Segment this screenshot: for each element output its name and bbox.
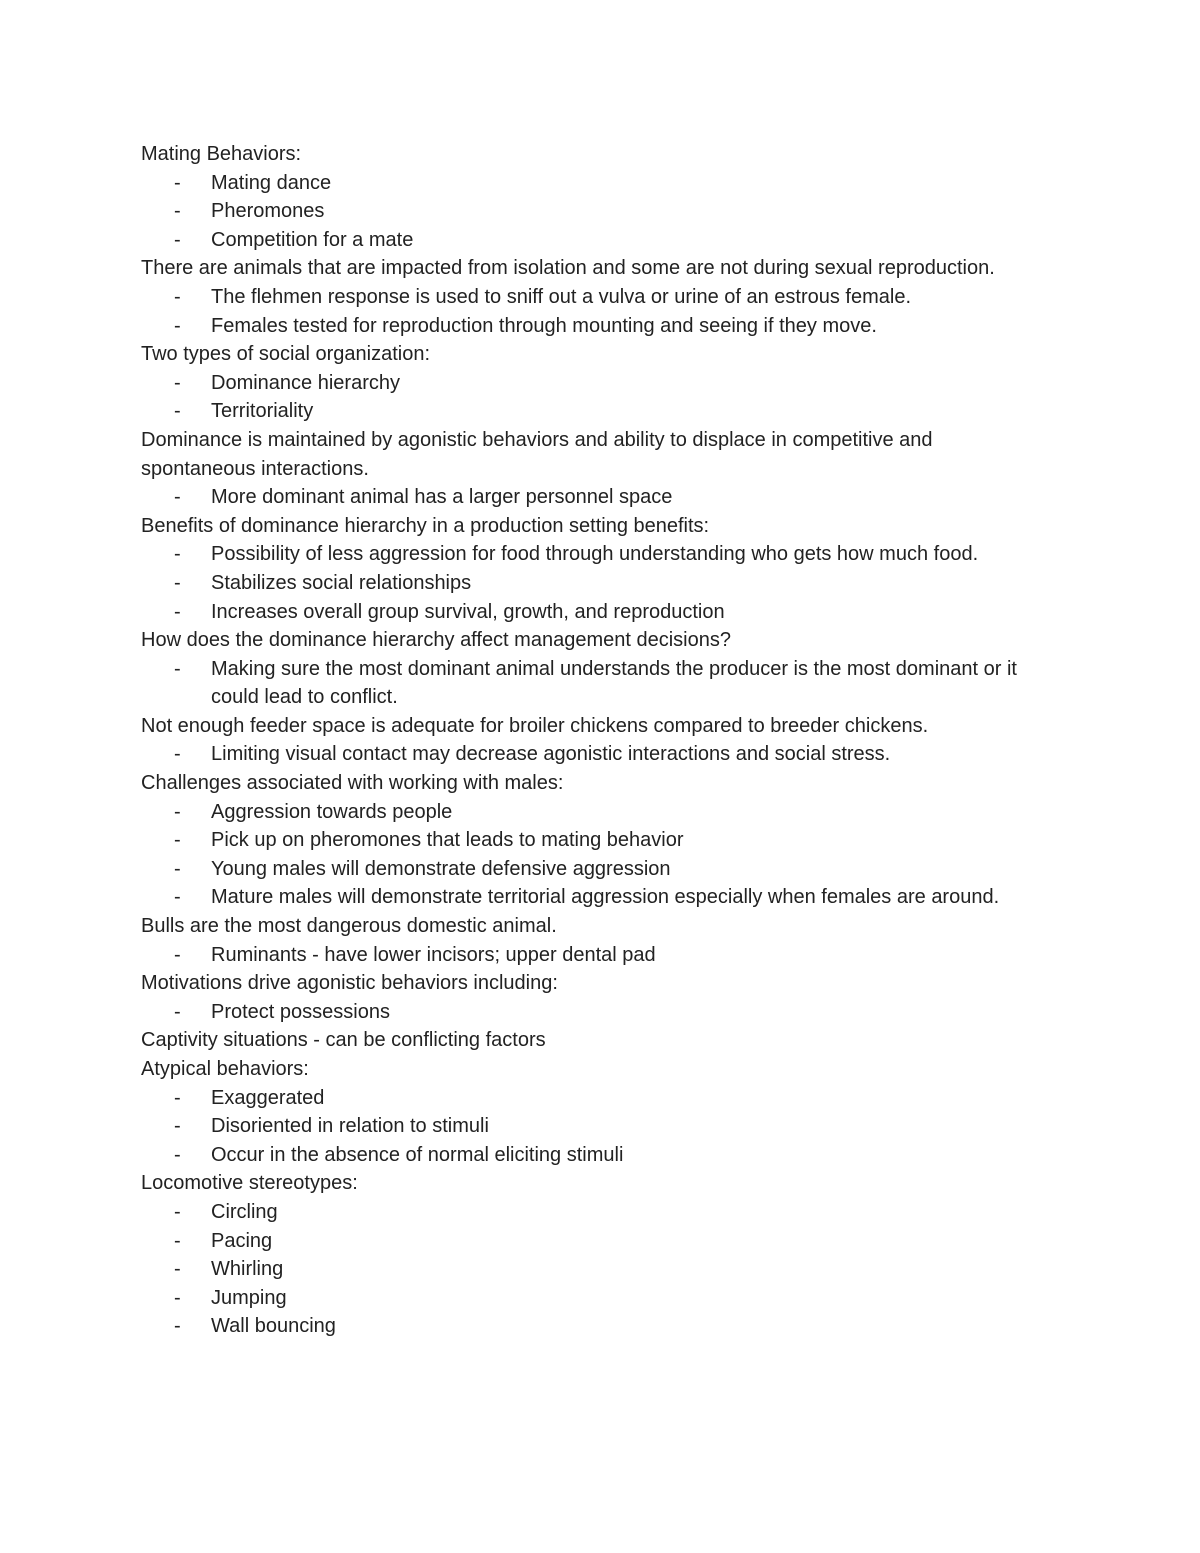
list-item: [141, 169, 1051, 198]
dash-bullet-icon: -: [174, 1229, 181, 1252]
list-item-text: Increases overall group survival, growth, and reproduction: [211, 600, 725, 623]
list-item-text: Disoriented in relation to stimuli: [211, 1115, 489, 1138]
dash-bullet-icon: -: [174, 600, 181, 623]
list-item-text: Whirling: [211, 1258, 284, 1281]
bullet-list: [141, 483, 1051, 512]
dash-bullet-icon: -: [174, 200, 181, 223]
paragraph: There are animals that are impacted from isolation and some are not during sexual reproduction.: [141, 257, 995, 280]
bullet-list: [141, 1198, 1051, 1341]
list-item: [141, 1255, 1051, 1284]
paragraph: Bulls are the most dangerous domestic animal.: [141, 915, 557, 938]
list-item: [141, 941, 1051, 970]
list-item-text: Making sure the most dominant animal understands the producer is the most dominant or it could lead to conflict.: [211, 657, 1017, 709]
list-item: [141, 655, 1051, 712]
bullet-list: [141, 1084, 1051, 1170]
list-item-text: Young males will demonstrate defensive aggression: [211, 857, 671, 880]
dash-bullet-icon: -: [174, 1143, 181, 1166]
list-item-text: Circling: [211, 1200, 278, 1223]
list-item-text: The flehmen response is used to sniff out a vulva or urine of an estrous female.: [211, 285, 912, 308]
dash-bullet-icon: -: [174, 1200, 181, 1223]
list-item: [141, 740, 1051, 769]
bullet-list: [141, 169, 1051, 255]
list-item: [141, 283, 1051, 312]
list-item: [141, 998, 1051, 1027]
paragraph: Captivity situations - can be conflicting factors: [141, 1029, 546, 1052]
list-item-text: Wall bouncing: [211, 1315, 336, 1338]
list-item: [141, 1198, 1051, 1227]
dash-bullet-icon: -: [174, 1315, 181, 1338]
list-item-text: Jumping: [211, 1286, 287, 1309]
list-item: [141, 883, 1051, 912]
dash-bullet-icon: -: [174, 314, 181, 337]
dash-bullet-icon: -: [174, 1086, 181, 1109]
list-item-text: Pacing: [211, 1229, 273, 1252]
list-item-text: Limiting visual contact may decrease agonistic interactions and social stress.: [211, 743, 891, 766]
list-item-text: Territoriality: [211, 400, 314, 423]
list-item: [141, 855, 1051, 884]
dash-bullet-icon: -: [174, 886, 181, 909]
list-item-text: Competition for a mate: [211, 228, 414, 251]
paragraph: Mating Behaviors:: [141, 143, 302, 165]
dash-bullet-icon: -: [174, 800, 181, 823]
list-item: [141, 1141, 1051, 1170]
list-item: [141, 1084, 1051, 1113]
dash-bullet-icon: -: [174, 657, 181, 680]
dash-bullet-icon: -: [174, 1115, 181, 1138]
list-item: [141, 397, 1051, 426]
list-item: [141, 569, 1051, 598]
dash-bullet-icon: -: [174, 171, 181, 194]
document-body: [141, 140, 1051, 1341]
list-item-text: Dominance hierarchy: [211, 371, 400, 394]
paragraph: Two types of social organization:: [141, 343, 431, 366]
bullet-list: [141, 941, 1051, 970]
paragraph: Challenges associated with working with males:: [141, 772, 564, 795]
list-item-text: Females tested for reproduction through mounting and seeing if they move.: [211, 314, 877, 337]
bullet-list: [141, 740, 1051, 769]
list-item-text: Pheromones: [211, 200, 325, 223]
list-item-text: More dominant animal has a larger personnel space: [211, 486, 673, 509]
list-item: [141, 826, 1051, 855]
list-item-text: Mating dance: [211, 171, 332, 194]
dash-bullet-icon: -: [174, 829, 181, 852]
bullet-list: [141, 655, 1051, 712]
dash-bullet-icon: -: [174, 543, 181, 566]
list-item: [141, 369, 1051, 398]
dash-bullet-icon: -: [174, 400, 181, 423]
dash-bullet-icon: -: [174, 285, 181, 308]
list-item: [141, 1112, 1051, 1141]
dash-bullet-icon: -: [174, 571, 181, 594]
dash-bullet-icon: -: [174, 371, 181, 394]
list-item: [141, 540, 1051, 569]
dash-bullet-icon: -: [174, 228, 181, 251]
paragraph: Locomotive stereotypes:: [141, 1172, 358, 1195]
paragraph: Benefits of dominance hierarchy in a production setting benefits:: [141, 514, 710, 537]
list-item-text: Possibility of less aggression for food through understanding who gets how much food.: [211, 543, 979, 566]
list-item-text: Stabilizes social relationships: [211, 571, 472, 594]
dash-bullet-icon: -: [174, 943, 181, 966]
list-item: [141, 226, 1051, 255]
list-item: [141, 197, 1051, 226]
list-item: [141, 483, 1051, 512]
list-item-text: Exaggerated: [211, 1086, 325, 1109]
bullet-list: [141, 540, 1051, 626]
list-item: [141, 1312, 1051, 1341]
bullet-list: [141, 283, 1051, 340]
dash-bullet-icon: -: [174, 1000, 181, 1023]
bullet-list: [141, 798, 1051, 912]
list-item: [141, 312, 1051, 341]
list-item: [141, 798, 1051, 827]
bullet-list: [141, 369, 1051, 426]
paragraph: Motivations drive agonistic behaviors including:: [141, 972, 558, 995]
paragraph: Not enough feeder space is adequate for broiler chickens compared to breeder chickens.: [141, 714, 929, 737]
dash-bullet-icon: -: [174, 857, 181, 880]
list-item: [141, 1227, 1051, 1256]
paragraph: How does the dominance hierarchy affect management decisions?: [141, 629, 731, 652]
dash-bullet-icon: -: [174, 1258, 181, 1281]
dash-bullet-icon: -: [174, 1286, 181, 1309]
list-item-text: Mature males will demonstrate territorial aggression especially when females are around.: [211, 886, 1000, 909]
list-item-text: Occur in the absence of normal eliciting stimuli: [211, 1143, 624, 1166]
dash-bullet-icon: -: [174, 743, 181, 766]
bullet-list: [141, 998, 1051, 1027]
list-item: [141, 598, 1051, 627]
list-item-text: Protect possessions: [211, 1000, 390, 1023]
paragraph: Dominance is maintained by agonistic behaviors and ability to displace in competitive and spontaneous interactions.: [141, 428, 933, 480]
list-item: [141, 1284, 1051, 1313]
list-item-text: Pick up on pheromones that leads to mating behavior: [211, 829, 684, 852]
list-item-text: Aggression towards people: [211, 800, 453, 823]
list-item-text: Ruminants - have lower incisors; upper dental pad: [211, 943, 656, 966]
paragraph: Atypical behaviors:: [141, 1058, 309, 1080]
dash-bullet-icon: -: [174, 486, 181, 509]
